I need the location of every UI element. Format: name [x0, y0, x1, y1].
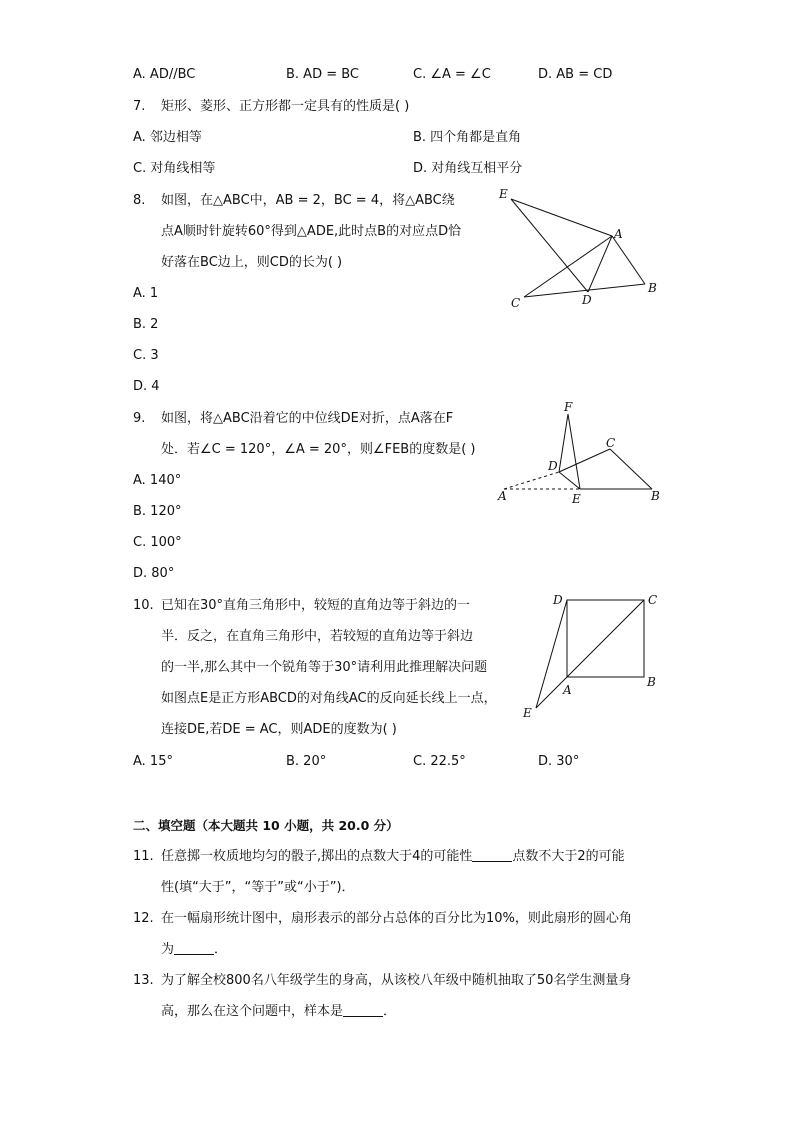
q8-option-b: B. 2 [133, 317, 159, 332]
q10-option-a: A. 15° [133, 754, 173, 769]
q9-option-c: C. 100° [133, 535, 182, 550]
q9-label-a: A [498, 489, 507, 503]
q8-label-a: A [614, 227, 623, 241]
q7-option-a: A. 邻边相等 [133, 130, 202, 145]
q8-label-e: E [499, 187, 508, 201]
q10-label-a: A [563, 683, 572, 697]
q12-line1: 在一幅扇形统计图中，扇形表示的部分占总体的百分比为10%，则此扇形的圆心角 [161, 911, 632, 926]
q10-stem-line2: 半．反之，在直角三角形中，若较短的直角边等于斜边 [161, 629, 474, 644]
q8-option-a: A. 1 [133, 286, 159, 301]
q7-number: 7. [133, 99, 146, 114]
q8-label-d: D [582, 293, 592, 307]
q13-blank[interactable] [343, 1004, 383, 1017]
q12-text-a: 为 [161, 942, 175, 957]
q9-option-a: A. 140° [133, 473, 182, 488]
q7-option-c: C. 对角线相等 [133, 161, 216, 176]
q11-number: 11. [133, 849, 154, 864]
q8-label-c: C [511, 296, 521, 310]
q10-option-b: B. 20° [286, 754, 327, 769]
q9-number: 9. [133, 411, 146, 426]
q10-stem-line3: 的一半,那么其中一个锐角等于30°请利用此推理解决问题 [161, 660, 488, 675]
q11-text-b: 点数不大于2的可能 [512, 849, 625, 864]
q13-line2 [161, 1003, 396, 1021]
q10-number: 10. [133, 598, 154, 613]
q10-label-b: B [647, 675, 656, 689]
q6-option-b: B. AD = BC [286, 67, 360, 82]
q9-label-c: C [606, 436, 616, 450]
q7-stem: 矩形、菱形、正方形都一定具有的性质是( ) [161, 99, 410, 114]
q10-label-c: C [648, 593, 658, 607]
q10-segment-ce [536, 600, 644, 708]
q9-option-d: D. 80° [133, 566, 175, 581]
q8-stem-line3: 好落在BC边上，则CD的长为( ) [161, 255, 343, 270]
q11-line2: 性(填“大于”，“等于”或“小于”)． [161, 880, 355, 895]
q6-option-d: D. AB = CD [538, 67, 613, 82]
q8-stem-line2: 点A顺时针旋转60°得到△ADE,此时点B的对应点D恰 [161, 224, 462, 239]
q13-number: 13. [133, 973, 154, 988]
q13-text-b: ． [383, 1004, 397, 1019]
q12-number: 12. [133, 911, 154, 926]
q11-text-a: 任意掷一枚质地均匀的骰子,掷出的点数大于4的可能性 [161, 849, 473, 864]
q9-stem-line2: 处．若∠C = 120°，∠A = 20°，则∠FEB的度数是( ) [161, 442, 476, 457]
q9-stem-line1: 如图，将△ABC沿着它的中位线DE对折，点A落在F [161, 411, 454, 426]
q10-label-e: E [523, 706, 532, 720]
q9-option-b: B. 120° [133, 504, 182, 519]
q7-option-d: D. 对角线互相平分 [413, 161, 523, 176]
q6-option-c: C. ∠A = ∠C [413, 67, 491, 82]
q9-label-e: E [572, 492, 581, 506]
q8-number: 8. [133, 193, 146, 208]
section-fill-in-title: 二、填空题（本大题共 10 小题，共 20.0 分） [133, 818, 399, 833]
q10-stem-line5: 连接DE,若DE = AC，则ADE的度数为( ) [161, 722, 397, 737]
q9-label-b: B [651, 489, 660, 503]
q8-option-d: D. 4 [133, 379, 160, 394]
q9-label-d: D [548, 459, 558, 473]
q12-text-b: ． [214, 942, 228, 957]
q8-stem-line1: 如图，在△ABC中，AB = 2，BC = 4，将△ABC绕 [161, 193, 455, 208]
q8-label-b: B [648, 281, 657, 295]
q6-option-a: A. AD//BC [133, 67, 196, 82]
q10-option-c: C. 22.5° [413, 754, 466, 769]
q10-option-d: D. 30° [538, 754, 580, 769]
q11-line1 [161, 848, 625, 866]
q9-label-f: F [564, 400, 573, 414]
q7-option-b: B. 四个角都是直角 [413, 130, 522, 145]
q12-blank[interactable] [174, 942, 214, 955]
q13-line1: 为了解全校800名八年级学生的身高，从该校八年级中随机抽取了50名学生测量身 [161, 973, 632, 988]
q13-text-a: 高，那么在这个问题中，样本是 [161, 1004, 344, 1019]
q10-stem-line4: 如图点E是正方形ABCD的对角线AC的反向延长线上一点， [161, 691, 497, 706]
q10-label-d: D [553, 593, 563, 607]
q8-option-c: C. 3 [133, 348, 159, 363]
q10-stem-line1: 已知在30°直角三角形中，较短的直角边等于斜边的一 [161, 598, 471, 613]
q11-blank[interactable] [472, 849, 512, 862]
q12-line2 [161, 941, 227, 959]
